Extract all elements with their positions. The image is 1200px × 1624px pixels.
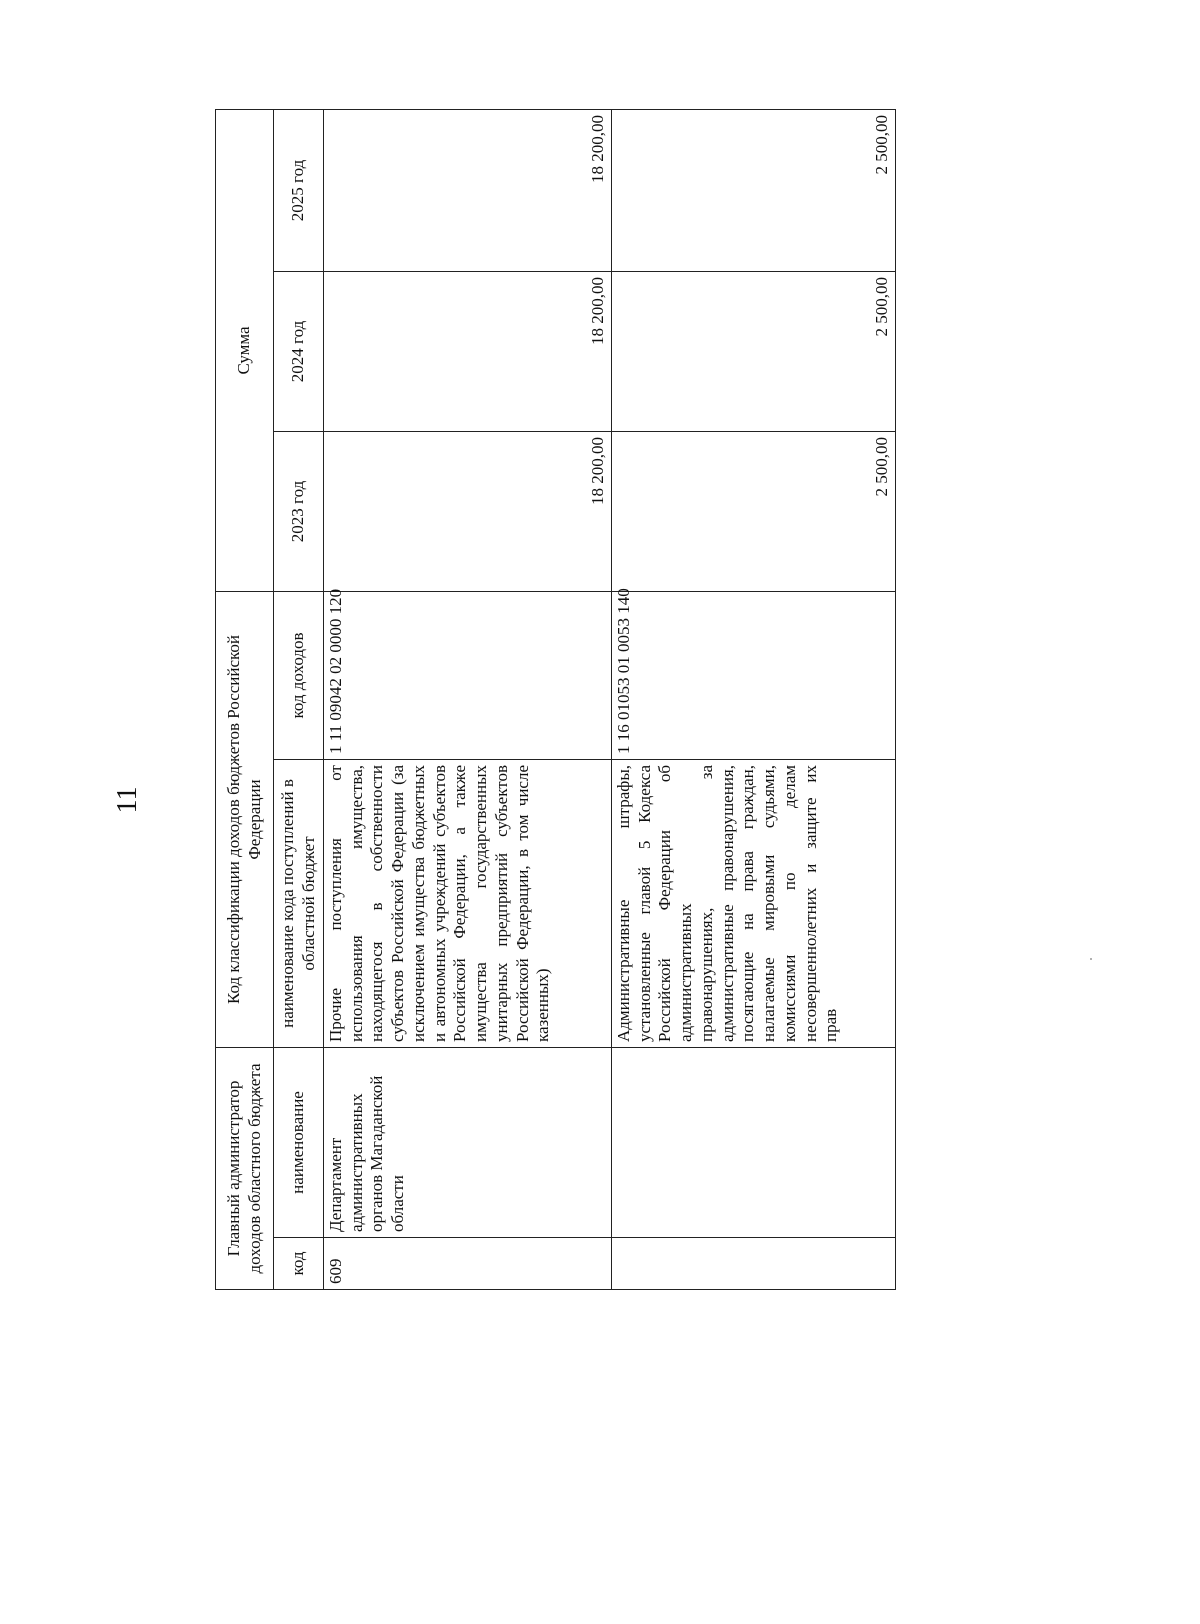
header-admin-name: наименование (274, 1048, 324, 1238)
header-kbk-name: наименование кода поступлений в областной бюджет (274, 760, 324, 1048)
header-admin-code: код (274, 1238, 324, 1290)
header-kbk-code: код доходов (274, 591, 324, 759)
rotated-table-container (215, 110, 895, 1290)
row-kbk-code: 1 16 01053 01 0053 140 (612, 591, 896, 759)
row-admin-name: Департамент административных органов Магаданской области (324, 1048, 612, 1238)
scan-speck (1090, 958, 1092, 960)
header-sum-group: Сумма (216, 109, 274, 591)
row-amount-2023: 2 500,00 (612, 431, 896, 591)
table-row (324, 109, 612, 1289)
row-kbk-name: Прочие поступления от использования имущества, находящегося в собственности субъектов Российской Федерации (за исключением имущества бюджетных и автономных учреждений субъектов Российской Федерации, а также имущества государственных унитарных предприятий субъектов Российской Федерации, в том числе казенных) (324, 760, 612, 1048)
header-admin-group: Главный администратор доходов областного бюджета (216, 1048, 274, 1290)
row-admin-code: 609 (324, 1238, 612, 1290)
row-kbk-name: Административные штрафы, установленные главой 5 Кодекса Российской Федерации об административных правонарушениях, за административные правонарушения, посягающие на права граждан, налагаемые мировыми судьями, комиссиями по делам несовершеннолетних и защите их прав (612, 760, 896, 1048)
page-number: 11 (112, 786, 143, 814)
row-amount-2024: 2 500,00 (612, 271, 896, 431)
row-amount-2024: 18 200,00 (324, 271, 612, 431)
table-row (612, 109, 896, 1289)
header-row-1 (216, 109, 274, 1289)
revenue-table (215, 109, 896, 1290)
header-row-2 (274, 109, 324, 1289)
header-year-2023: 2023 год (274, 431, 324, 591)
header-kbk-group: Код классификации доходов бюджетов Российской Федерации (216, 591, 274, 1047)
row-admin-code (612, 1238, 896, 1290)
row-kbk-code: 1 11 09042 02 0000 120 (324, 591, 612, 759)
header-year-2025: 2025 год (274, 109, 324, 271)
row-amount-2025: 2 500,00 (612, 109, 896, 271)
row-amount-2025: 18 200,00 (324, 109, 612, 271)
row-admin-name (612, 1048, 896, 1238)
row-amount-2023: 18 200,00 (324, 431, 612, 591)
header-year-2024: 2024 год (274, 271, 324, 431)
